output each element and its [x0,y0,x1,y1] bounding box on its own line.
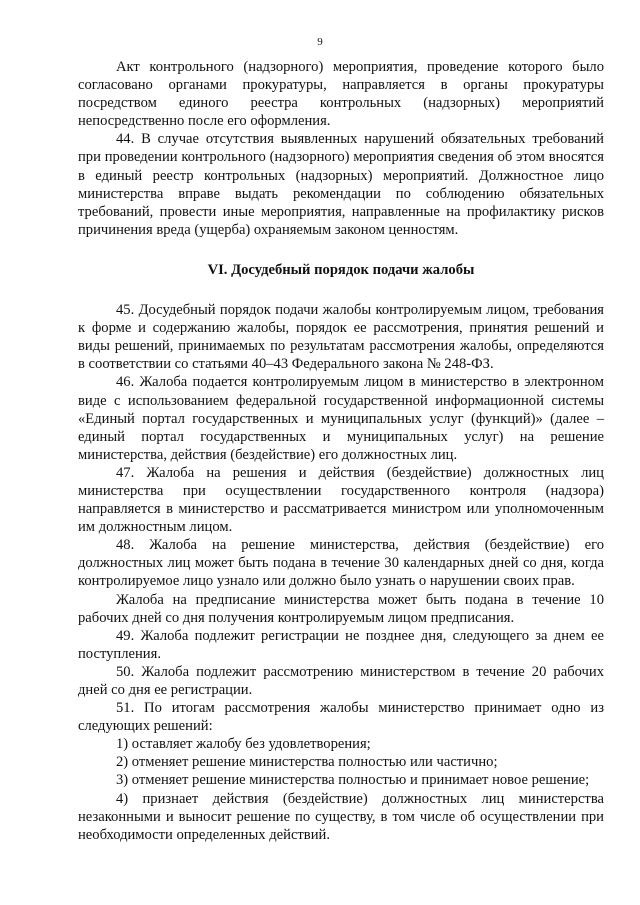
paragraph-48-prescription: Жалоба на предписание министерства может быть подана в течение 10 рабочих дней со дня получения контролируемым лицом предписания. [78,591,604,626]
paragraph-47: 47. Жалоба на решения и действия (бездействие) должностных лиц министерства при осуществлении государственного контроля (надзора) направляется в министерство и рассматривается министром или уполномоченным им должностным лицом. [78,464,604,536]
list-item-4: 4) признает действия (бездействие) должностных лиц министерства незаконными и выносит решение по существу, в том числе об осуществлении при необходимости определенных действий. [78,790,604,843]
list-item-2: 2) отменяет решение министерства полностью или частично; [116,754,498,771]
paragraph-51: 51. По итогам рассмотрения жалобы министерство принимает одно из следующих решений: [78,700,604,735]
section-heading: VI. Досудебный порядок подачи жалобы [207,261,475,278]
paragraph-act-approval: Акт контрольного (надзорного) мероприятия, проведение которого было согласовано органами прокуратуры, направляется в органы прокуратуры посредством единого реестра контрольных (надзорных) мероприятий непосредственно после его оформления. [78,59,604,130]
paragraph-44: 44. В случае отсутствия выявленных нарушений обязательных требований при проведении контрольного (надзорного) мероприятия сведения об этом вносятся в единый реестр контрольных (надзорных) мероприятий. Должностное лицо министерства вправе выдать рекомендации по соблюдению обязательных требований, провести иные мероприятия, направленные на профилактику рисков причинения вреда (ущерба) охраняемым законом ценностям. [78,131,604,238]
list-item-3: 3) отменяет решение министерства полностью и принимает новое решение; [116,772,590,789]
paragraph-45: 45. Досудебный порядок подачи жалобы контролируемым лицом, требования к форме и содержанию жалобы, порядок ее рассмотрения, принятия решений и виды решений, принимаемых по результатам рассмотрения жалобы, определяются в соответствии со статьями 40–43 Федерального закона № 248-ФЗ. [78,302,604,373]
list-item-1: 1) оставляет жалобу без удовлетворения; [116,736,371,753]
paragraph-50: 50. Жалоба подлежит рассмотрению министерством в течение 20 рабочих дней со дня ее регистрации. [78,663,604,698]
paragraph-46: 46. Жалоба подается контролируемым лицом в министерство в электронном виде с использованием федеральной государственной информационной системы «Единый портал государственных и муниципальных услуг (функций)» (далее – единый портал государственных и муниципальных услуг) на решение министерства, действия (бездействие) его должностных лиц. [78,374,604,463]
page-number: 9 [317,36,323,48]
document-body [78,58,604,844]
paragraph-49: 49. Жалоба подлежит регистрации не позднее дня, следующего за днем ее поступления. [78,627,604,662]
paragraph-48: 48. Жалоба на решение министерства, действия (бездействие) его должностных лиц может быть подана в течение 30 календарных дней со дня, когда контролируемое лицо узнало или должно было узнать о нарушении своих прав. [78,537,604,590]
